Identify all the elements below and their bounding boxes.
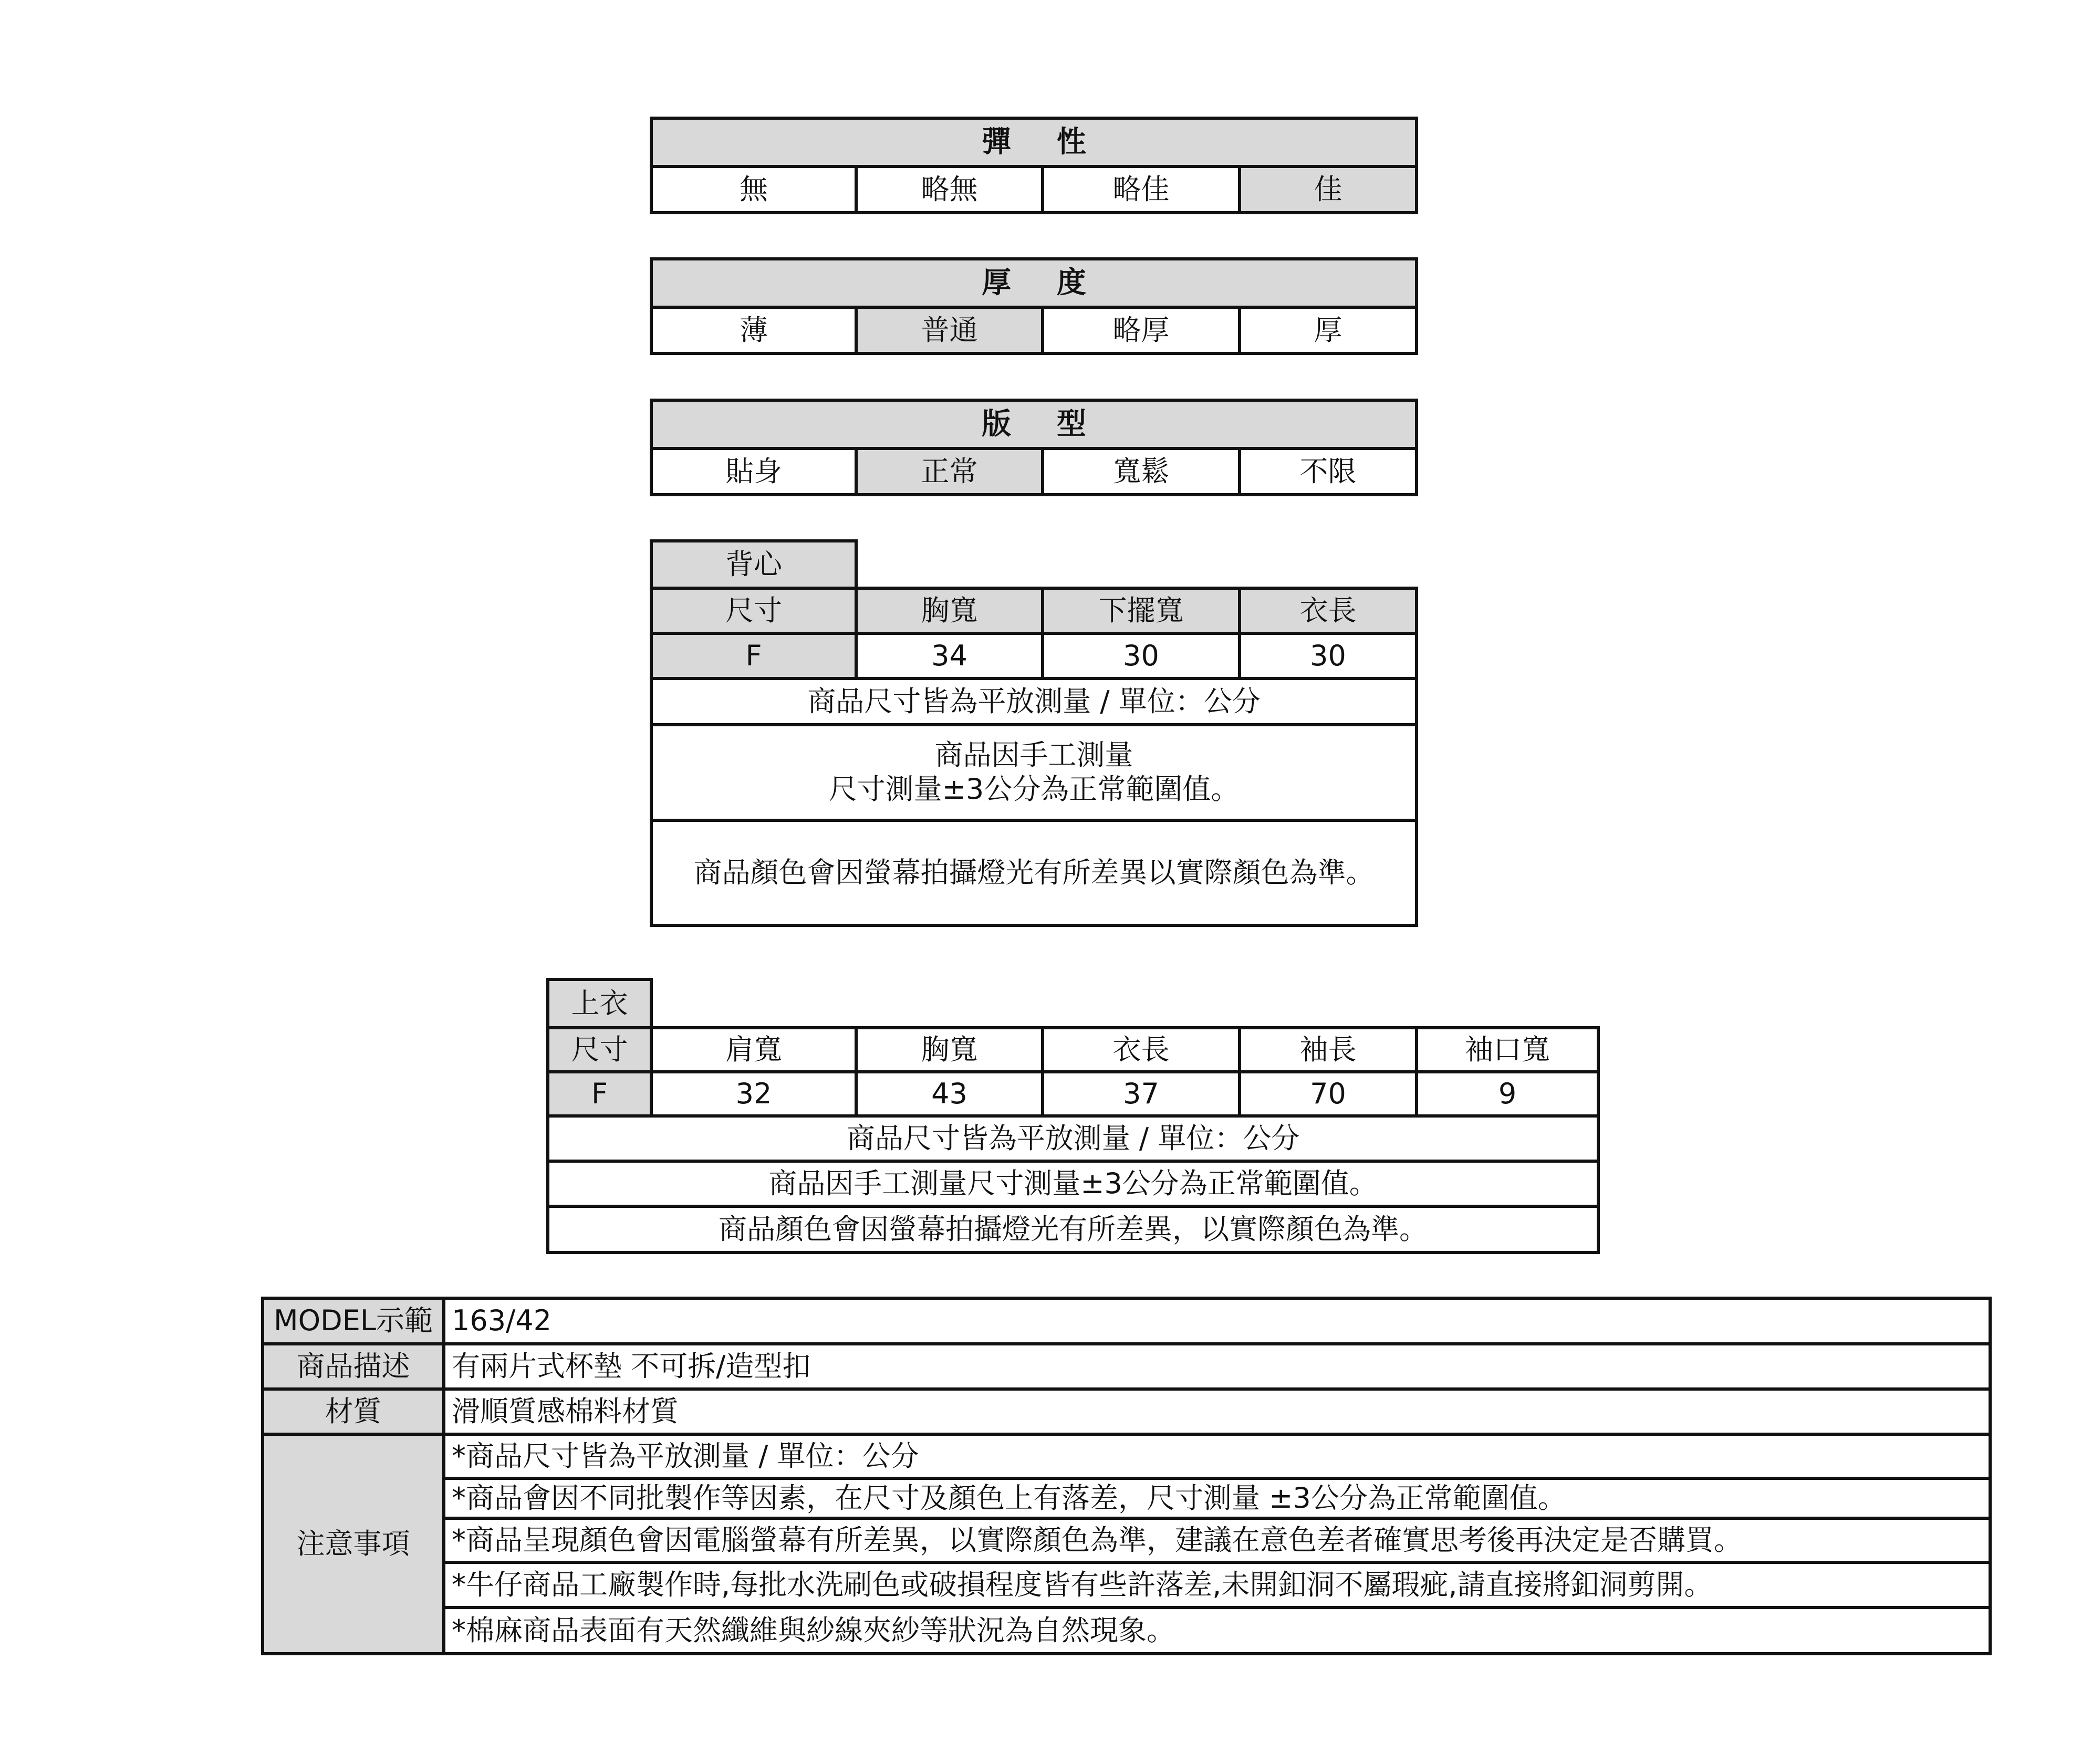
notes-item: *商品呈現顏色會因電腦螢幕有所差異，以實際顏色為準，建議在意色差者確實思考後再決定是否購買。 [444,1518,1990,1562]
fit-option: 貼身 [651,448,856,495]
elasticity-option: 略佳 [1043,166,1240,213]
vest-note-measure: 商品尺寸皆為平放測量 / 單位：公分 [651,679,1417,725]
vest-note-tolerance-line2: 尺寸測量±3公分為正常範圍值。 [828,773,1240,806]
elasticity-option-selected: 佳 [1240,166,1417,213]
model-value: 163/42 [444,1298,1990,1344]
elasticity-table [650,117,1418,214]
column-header: 胸寬 [856,1028,1043,1072]
notes-item: *牛仔商品工廠製作時,每批水洗刷色或破損程度皆有些許落差,未開釦洞不屬瑕疵,請直接將釦洞剪開。 [444,1562,1990,1608]
vest-note-tolerance-line1: 商品因手工測量 [934,738,1133,772]
measurement-cell: 30 [1240,633,1417,679]
description-value: 有兩片式杯墊 不可拆/造型扣 [444,1344,1990,1389]
top-tab-label: 上衣 [548,979,651,1028]
fit-title: 版 型 [651,400,1417,448]
thickness-option: 厚 [1240,307,1417,353]
material-value: 滑順質感棉料材質 [444,1389,1990,1434]
size-header: 尺寸 [651,588,856,633]
top-note-measure: 商品尺寸皆為平放測量 / 單位：公分 [548,1116,1598,1161]
column-header: 肩寬 [651,1028,856,1072]
size-cell: F [651,633,856,679]
size-cell: F [548,1072,651,1116]
product-info-table [261,1297,1992,1655]
measurement-cell: 34 [856,633,1043,679]
measurement-cell: 30 [1043,633,1240,679]
fit-option: 不限 [1240,448,1417,495]
notes-item: *棉麻商品表面有天然纖維與紗線夾紗等狀況為自然現象。 [444,1608,1990,1654]
elasticity-title: 彈 性 [651,118,1417,166]
elasticity-option: 略無 [856,166,1043,213]
thickness-option: 略厚 [1043,307,1240,353]
column-header: 衣長 [1043,1028,1240,1072]
thickness-option-selected: 普通 [856,307,1043,353]
fit-table [650,399,1418,496]
column-header: 胸寬 [856,588,1043,633]
measurement-cell: 37 [1043,1072,1240,1116]
thickness-option: 薄 [651,307,856,353]
elasticity-option: 無 [651,166,856,213]
measurement-cell: 43 [856,1072,1043,1116]
thickness-title: 厚 度 [651,259,1417,307]
material-label: 材質 [263,1389,444,1434]
column-header: 衣長 [1240,588,1417,633]
measurement-cell: 32 [651,1072,856,1116]
vest-note-tolerance [651,725,1417,820]
fit-option: 寬鬆 [1043,448,1240,495]
measurement-cell: 70 [1240,1072,1417,1116]
column-header: 下擺寬 [1043,588,1240,633]
measurement-cell: 9 [1417,1072,1598,1116]
top-note-color: 商品顏色會因螢幕拍攝燈光有所差異，以實際顏色為準。 [548,1206,1598,1252]
vest-size-table [650,539,1418,927]
size-header: 尺寸 [548,1028,651,1072]
top-note-tolerance: 商品因手工測量尺寸測量±3公分為正常範圍值。 [548,1161,1598,1206]
thickness-table [650,257,1418,355]
notes-item: *商品會因不同批製作等因素，在尺寸及顏色上有落差，尺寸測量 ±3公分為正常範圍值。 [444,1478,1990,1518]
fit-option-selected: 正常 [856,448,1043,495]
vest-note-color: 商品顏色會因螢幕拍攝燈光有所差異以實際顏色為準。 [651,820,1417,925]
column-header: 袖長 [1240,1028,1417,1072]
vest-tab-label: 背心 [651,541,856,588]
column-header: 袖口寬 [1417,1028,1598,1072]
model-label: MODEL示範 [263,1298,444,1344]
description-label: 商品描述 [263,1344,444,1389]
notes-item: *商品尺寸皆為平放測量 / 單位：公分 [444,1434,1990,1478]
top-size-table [546,978,1600,1254]
notes-label: 注意事項 [263,1434,444,1654]
